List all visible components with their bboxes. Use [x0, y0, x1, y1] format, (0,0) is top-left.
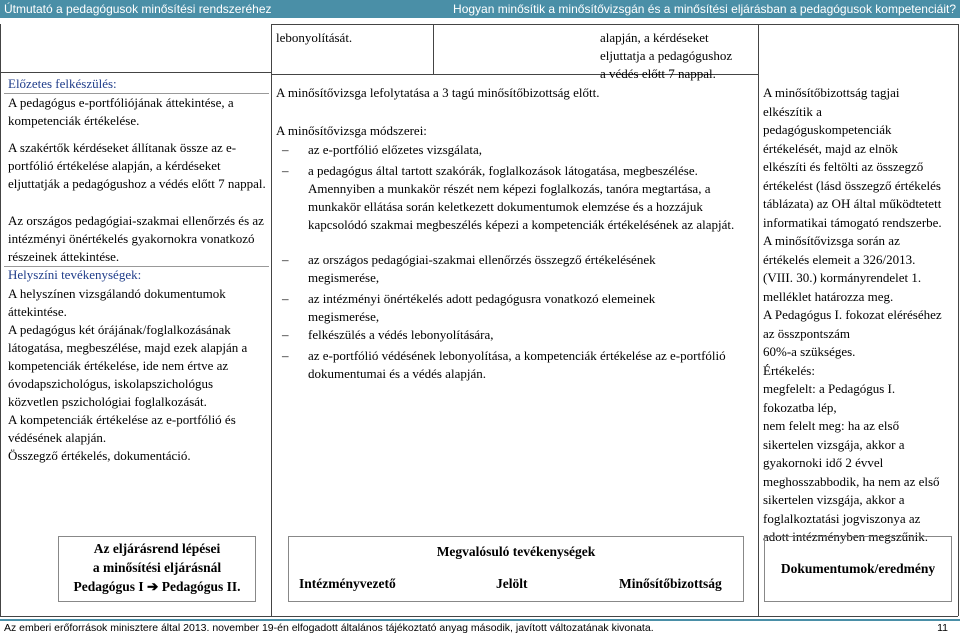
evaluation-line: 60%-a szükséges.: [763, 344, 856, 359]
role-candidate: Jelölt: [496, 576, 528, 591]
col1-p1: A pedagógus e-portfóliójának áttekintése, a kompetenciák értékelése.: [8, 95, 234, 128]
dash-bullet: –: [282, 163, 289, 178]
table-bottom-border: [0, 616, 958, 617]
evaluation-line: az összpontszám: [763, 325, 851, 341]
level-from: Pedagógus I: [73, 579, 148, 594]
evaluation-line: A minősítővizsga során az: [763, 233, 900, 248]
col1-p6: A kompetenciák értékelése az e-portfólió és védésének alapján.: [8, 412, 236, 445]
evaluation-line: meghosszabbodik, ha nem az első: [763, 473, 940, 489]
evaluation-line: foglalkoztatási jogviszonya az: [763, 510, 921, 526]
evaluation-line: értékelését, majd az elnök: [763, 140, 898, 156]
page-number: 11: [937, 622, 948, 634]
method-item-3: az országos pedagógiai-szakmai ellenőrzés összegző értékelésének megismerése,: [308, 252, 656, 285]
evaluation-line: nem felelt meg: ha az első: [763, 418, 900, 433]
evaluation-line: pedagóguskompetenciák: [763, 122, 892, 137]
table-border-left: [0, 24, 1, 616]
header-title-left: Útmutató a pedagógusok minősítési rendszeréhez: [4, 2, 272, 16]
documents-label: Dokumentumok/eredmény: [780, 561, 936, 576]
evaluation-line: melléklet határozza meg.: [763, 288, 894, 304]
method-note: Amennyiben a munkakör részét nem képezi foglalkozás, tanóra megtartása, a munkakör ellátása során keletkezett dokumentumok elemzése és a hozzájuk kapcsolódó szakmai megbeszélés képezi a kompetenciák értékelésének az alapját.: [308, 181, 735, 232]
col2-top-left: lebonyolítását.: [276, 30, 353, 45]
evaluation-line: adott intézményben megszűnik.: [763, 529, 928, 544]
column-divider-2: [758, 24, 759, 616]
table-top-border: [271, 24, 958, 25]
dash-bullet: –: [282, 348, 289, 363]
method-item-6: az e-portfólió védésének lebonyolítása, a kompetenciák értékelése az e-portfólió dokumentumai és a védés alapján.: [308, 348, 726, 381]
table-border-right: [958, 24, 959, 616]
col1-p2: A szakértők kérdéseket állítanak össze az e-portfólió értékelése alapján, a kérdéseket eljuttatják a pedagógushoz a védés előtt 7 nappal.: [8, 140, 266, 191]
dash-bullet: –: [282, 252, 289, 267]
evaluation-line: Értékelés:: [763, 362, 815, 378]
evaluation-line: fokozatba lép,: [763, 399, 837, 415]
activities-box: [288, 536, 744, 602]
col2-top-right-2: eljuttatja a pedagógushoz: [600, 48, 733, 63]
role-principal: Intézményvezető: [299, 576, 396, 591]
evaluation-line: elkészítik a: [763, 103, 822, 119]
top-cell-divider: [433, 24, 434, 74]
evaluation-line: informatikai támogató rendszerbe.: [763, 214, 942, 230]
col1-p7: Összegző értékelés, dokumentáció.: [8, 448, 191, 463]
col1-p5: A pedagógus két órájának/foglalkozásának látogatása, megbeszélése, majd ezek alapján a kompetenciák értékelése, ide nem értve az óvodapszichológus, iskolapszichológus közvetlen pszichológiai foglalkozását.: [8, 322, 248, 409]
procedure-line-3: [59, 578, 255, 596]
header-title-right: Hogyan minősítik a minősítővizsgán és a minősítési eljárásban a pedagógusok kompetenciáit?: [453, 2, 956, 16]
column1-top-border: [0, 72, 271, 73]
method-item-2: a pedagógus által tartott szakórák, foglalkozások látogatása, megbeszélése.: [308, 163, 698, 178]
column-divider-1: [271, 24, 272, 616]
footer-note: Az emberi erőforrások minisztere által 2013. november 19-én elfogadott általános tájékoztató anyag második, javított változatának kivonata.: [4, 622, 654, 634]
method-item-1: az e-portfólió előzetes vizsgálata,: [308, 142, 482, 157]
evaluation-line: értékelés elemeit a 326/2013.: [763, 251, 916, 267]
page-footer: [0, 621, 960, 635]
dash-bullet: –: [282, 327, 289, 342]
arrow-right-icon: ➔: [147, 579, 159, 594]
procedure-steps-box: [58, 536, 256, 602]
evaluation-text: [763, 84, 957, 547]
role-committee: Minősítőbizottság: [619, 576, 722, 591]
documents-box: [764, 536, 952, 602]
col1-p4: A helyszínen vizsgálandó dokumentumok áttekintése.: [8, 286, 226, 319]
evaluation-line: A minősítőbizottság tagjai: [763, 85, 900, 100]
evaluation-line: értékelést (lásd összegző értékelés: [763, 177, 941, 193]
evaluation-line: (VIII. 30.) kormányrendelet 1.: [763, 270, 922, 285]
methods-title: A minősítővizsga módszerei:: [276, 123, 427, 138]
activities-title: Megvalósuló tevékenységek: [436, 544, 596, 559]
col2-top-right-1: alapján, a kérdéseket: [600, 30, 709, 45]
col1-p3: Az országos pedagógiai-szakmai ellenőrzés és az intézményi önértékelés gyakornokra vonatkozó részeinek áttekintése.: [8, 213, 264, 264]
evaluation-line: sikertelen vizsgája, akkor a: [763, 492, 905, 507]
procedure-line-2: a minősítési eljárásnál: [92, 560, 222, 575]
procedure-line-1: Az eljárásrend lépései: [93, 541, 221, 556]
preparation-heading: Előzetes felkészülés:: [8, 76, 117, 91]
exam-line: A minősítővizsga lefolytatása a 3 tagú minősítőbizottság előtt.: [276, 85, 600, 100]
evaluation-line: gyakornoki idő 2 évvel: [763, 455, 884, 470]
method-item-5: felkészülés a védés lebonyolítására,: [308, 327, 494, 342]
evaluation-line: táblázata) az OH által működtetett: [763, 196, 942, 211]
dash-bullet: –: [282, 142, 289, 157]
dash-bullet: –: [282, 291, 289, 306]
method-item-4: az intézményi önértékelés adott pedagógusra vonatkozó elemeinek megismerése,: [308, 291, 656, 324]
level-to: Pedagógus II.: [158, 579, 241, 594]
onsite-heading: Helyszíni tevékenységek:: [8, 267, 142, 282]
evaluation-line: megfelelt: a Pedagógus I.: [763, 381, 896, 396]
evaluation-line: A Pedagógus I. fokozat eléréséhez: [763, 307, 942, 322]
col2-top-right-3: a védés előtt 7 nappal.: [600, 66, 716, 81]
evaluation-line: elkészíti és feltölti az összegző: [763, 159, 924, 174]
page-header: [0, 0, 960, 18]
evaluation-line: sikertelen vizsgája, akkor a: [763, 436, 905, 452]
